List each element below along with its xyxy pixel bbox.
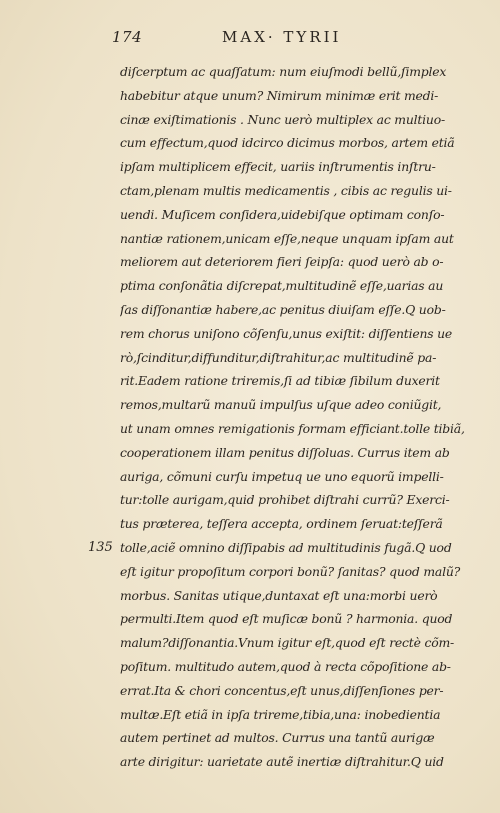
text-line: malum?diſſonantia.Vnum igitur eſt,quod eſt rectè cõm- (120, 635, 454, 651)
text-line: nantiæ rationem,unicam eſſe,neque unquam ipſam aut (120, 230, 454, 246)
text-line: cum effectum,quod idcirco dicimus morbos, artem etiã (120, 135, 455, 151)
text-line: arte dirigitur: uarietate autẽ inertiæ diſtrahitur.Q uid (120, 754, 444, 770)
text-line: habebitur atque unum? Nimirum minimæ erit medi- (120, 87, 439, 103)
text-line: tolle,aciẽ omnino diſſipabis ad multitudinis fugã.Q uod (120, 539, 452, 555)
text-line: ctam,plenam multis medicamentis , cibis ac regulis ui- (120, 182, 452, 198)
text-line: tus præterea, teſſera accepta, ordinem ſeruat:teſſerã (120, 516, 443, 532)
text-line: diſcerptum ac quaſſatum: num eiuſmodi bellũ,ſimplex (120, 64, 447, 79)
text-line: auriga, cõmuni curſu impetuq ue uno equorũ impelli- (120, 468, 444, 484)
text-line: multæ.Eſt etiã in ipſa trireme,tibia,una: inobedientia (120, 706, 441, 722)
text-line: errat.Ita & chori concentus,eſt unus,diſſenſiones per- (120, 682, 444, 698)
text-line: rò,ſcinditur,diffunditur,diſtrahitur,ac multitudinẽ pa- (120, 349, 437, 365)
page-number: 174 (112, 28, 143, 46)
text-line: eſt igitur propoſitum corpori bonũ? ſanitas? quod malũ? (120, 563, 461, 579)
text-line: permulti.Item quod eſt muſicæ bonũ ? harmonia. quod (120, 611, 453, 627)
text-line: meliorem aut deteriorem fieri ſeipſa: quod uerò ab o- (120, 254, 444, 270)
text-line: autem pertinet ad multos. Currus una tantũ aurigæ (120, 730, 435, 746)
text-line: ptima conſonãtia diſcrepat,multitudinẽ eſſe,uarias au (120, 278, 444, 294)
body-text (120, 60, 470, 774)
text-line: cinæ exiſtimationis . Nunc uerò multiplex ac multiuo- (120, 111, 445, 127)
text-line: uendi. Muſicem conſidera,uidebiſque optimam conſo- (120, 206, 445, 222)
text-line: ut unam omnes remigationis formam efficiant.tolle tibiã, (120, 420, 465, 436)
text-line: cooperationem illam penitus diſſoluas. Currus item ab (120, 444, 450, 460)
text-line: poſitum. multitudo autem,quod à recta cõpoſitione ab- (120, 658, 451, 674)
running-head: MAX· TYRII (222, 28, 342, 46)
margin-note: 135 (88, 540, 113, 555)
text-line: ſas diſſonantiæ habere,ac penitus diuiſam eſſe.Q uob- (120, 301, 446, 317)
text-line: morbus. Sanitas utique,duntaxat eſt una:morbi uerò (120, 587, 438, 603)
text-line: ipſam multiplicem effecit, uariis inſtrumentis inſtru- (120, 159, 436, 175)
text-line: rit.Eadem ratione triremis,ſi ad tibiæ ſibilum duxerit (120, 373, 440, 389)
page-header (112, 28, 472, 50)
text-line: remos,multarũ manuũ impulſus uſque adeo coniũgit, (120, 397, 442, 413)
text-line: rem chorus uniſono cõſenſu,unus exiſtit: diſſentiens ue (120, 325, 453, 341)
text-line: tur:tolle aurigam,quid prohibet diſtrahi currũ? Exerci- (120, 492, 450, 508)
